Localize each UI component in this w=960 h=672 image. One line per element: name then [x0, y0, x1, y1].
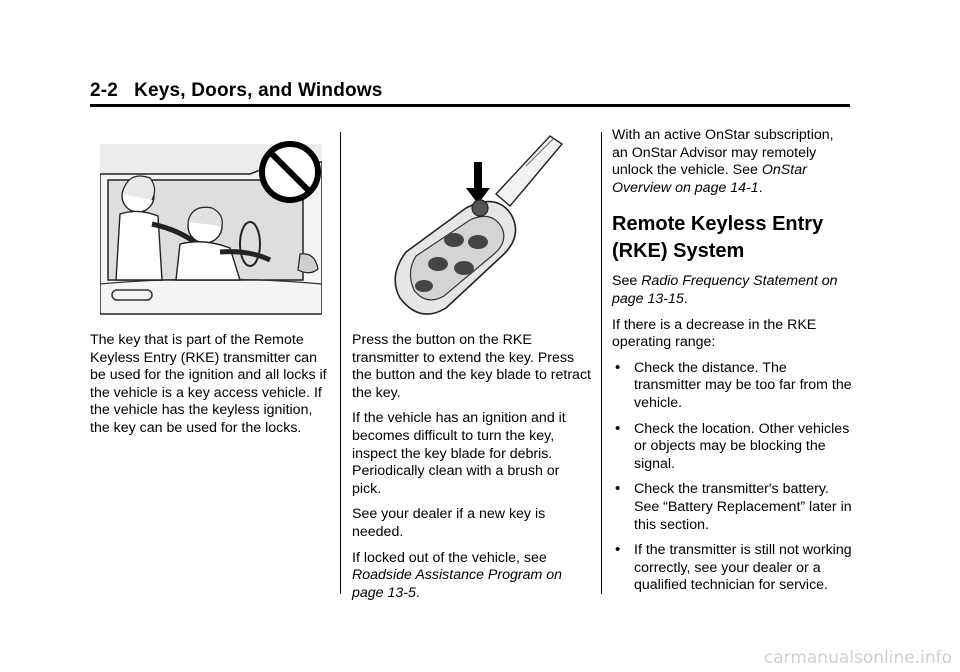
extend-key-paragraph: Press the button on the RKE transmitter to extend the key. Press the button and the key blade to retract the key. — [352, 332, 591, 401]
header-rule — [90, 104, 850, 107]
list-item: • If the transmitter is still not working correctly, see your dealer or a qualified technician for service. — [612, 542, 852, 595]
rke-transmitter-illustration — [386, 132, 564, 318]
range-decrease-paragraph: If there is a decrease in the RKE operating range: — [612, 316, 817, 351]
locked-out-end: . — [415, 584, 420, 601]
page-header — [90, 80, 383, 102]
troubleshooting-list — [612, 360, 852, 595]
column-1 — [90, 332, 330, 446]
radio-frequency-paragraph — [612, 273, 852, 308]
list-item: • Check the location. Other vehicles or objects may be blocking the signal. — [612, 421, 852, 474]
watermark: carmanualsonline.info — [763, 648, 952, 668]
children-in-car-illustration — [100, 134, 322, 316]
onstar-end: . — [758, 179, 763, 196]
roadside-assistance-link[interactable]: Roadside Assistance Program on page 13-5 — [352, 567, 563, 601]
locked-out-text: If locked out of the vehicle, see — [352, 549, 547, 566]
column-divider-right — [601, 132, 602, 594]
radio-frequency-link[interactable]: Radio Frequency Statement on page 13-15 — [612, 273, 838, 307]
chapter-title: Keys, Doors, and Windows — [134, 80, 383, 101]
list-item: • Check the transmitter's battery. See “Battery Replacement” later in this section. — [612, 481, 852, 534]
locked-out-paragraph — [352, 550, 592, 603]
radio-frequency-text: See — [612, 273, 642, 290]
list-item: • Check the distance. The transmitter may be too far from the vehicle. — [612, 360, 852, 413]
onstar-overview-link[interactable]: OnStar Overview on page 14-1 — [612, 162, 807, 196]
new-key-paragraph: See your dealer if a new key is needed. — [352, 506, 546, 540]
column-2 — [352, 332, 592, 610]
onstar-text: With an active OnStar subscription, an OnStar Advisor may remotely unlock the vehicle. See — [612, 127, 834, 179]
section-title: Remote Keyless Entry (RKE) System — [612, 213, 824, 263]
key-description-paragraph: The key that is part of the Remote Keyless Entry (RKE) transmitter can be used for the ignition and all locks if the vehicle is a key access vehicle. If the vehicle has the keyless ignition, the key can be used for the locks. — [90, 332, 327, 436]
radio-frequency-end: . — [683, 290, 688, 307]
page-number: 2-2 — [90, 80, 119, 101]
column-3 — [612, 127, 852, 603]
clean-blade-paragraph: If the vehicle has an ignition and it becomes difficult to turn the key, inspect the key blade for debris. Periodically clean with a brush or pick. — [352, 410, 566, 497]
column-divider-left — [340, 132, 341, 594]
onstar-paragraph — [612, 127, 852, 197]
